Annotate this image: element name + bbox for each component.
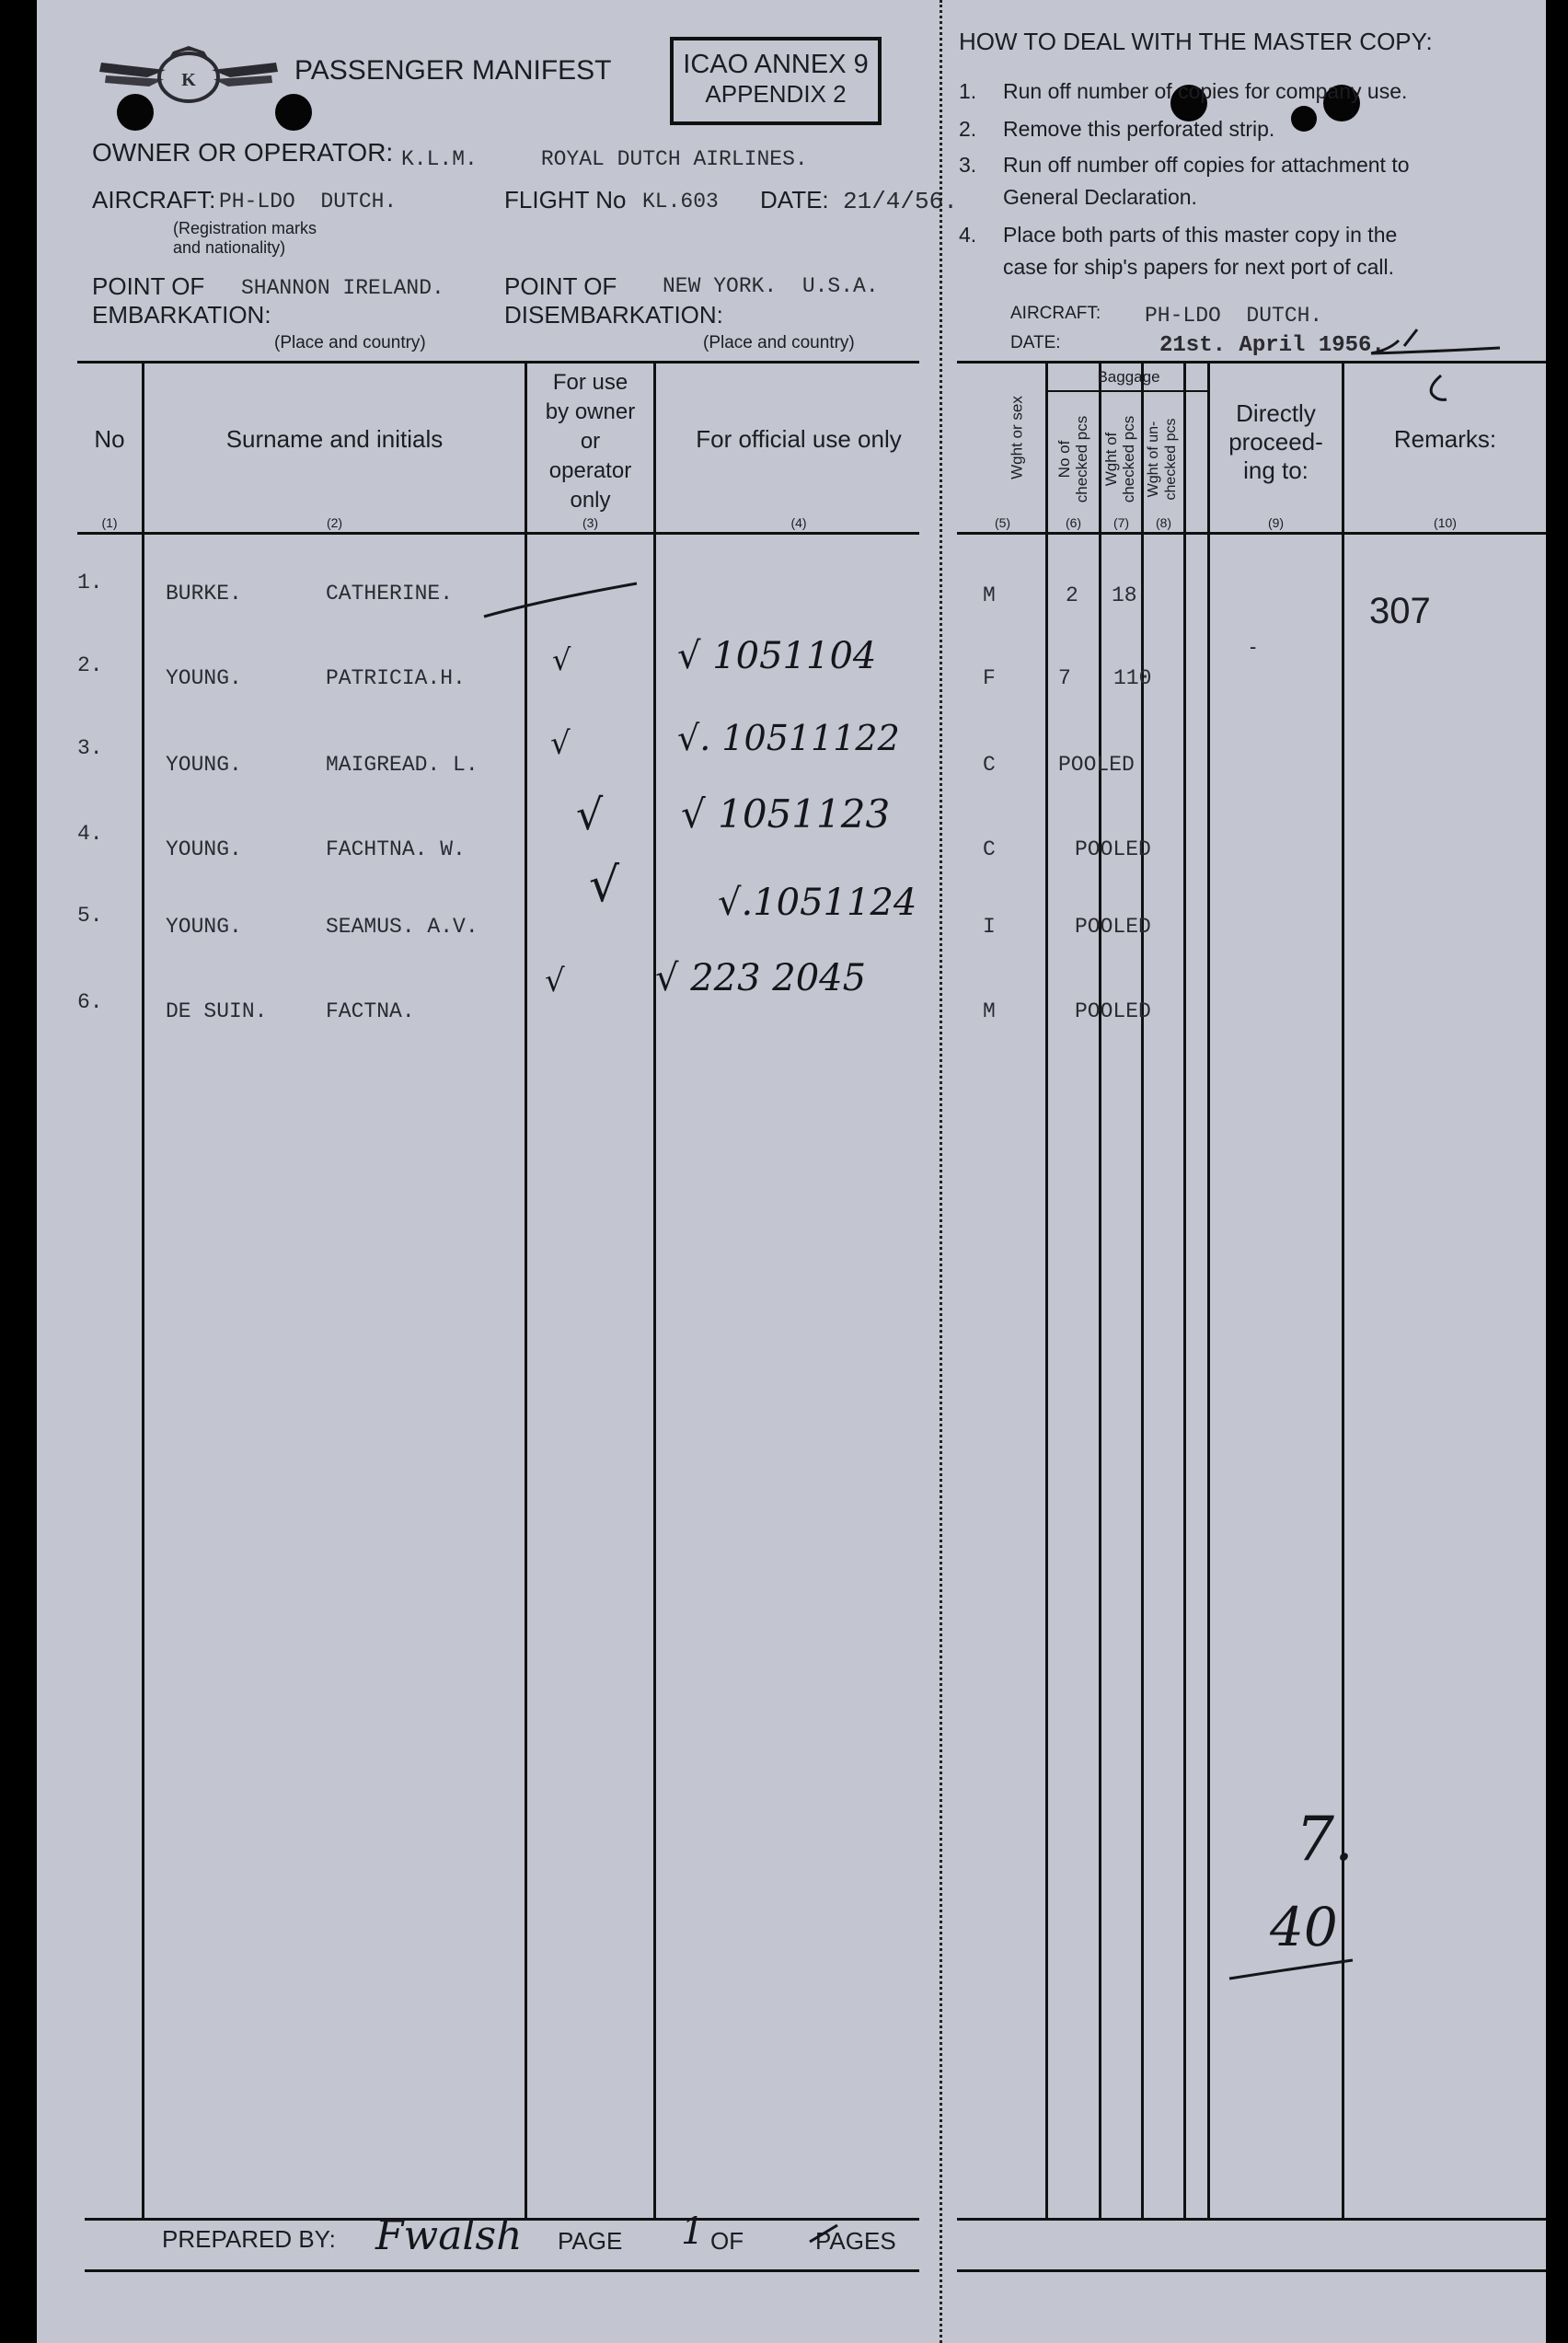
weight-checked-line-1: Wght of	[1102, 432, 1120, 487]
page-number: 1	[681, 2210, 705, 2253]
row-pieces: 2	[1066, 583, 1078, 607]
col-num: (2)	[326, 515, 343, 530]
step-number: 1.	[959, 79, 977, 103]
col-divider	[525, 361, 527, 2218]
registration-note-line-2: and nationality)	[173, 238, 286, 257]
table-top-rule-left	[77, 361, 919, 364]
owner-use-line-2: by owner	[545, 399, 636, 424]
tally-top: 7.	[1296, 1804, 1354, 1875]
row-sex: C	[983, 753, 996, 777]
owner-label: OWNER OR OPERATOR:	[92, 138, 394, 167]
row-owner-mark: √	[552, 642, 571, 677]
col-divider	[142, 361, 144, 2218]
perforation-line	[940, 0, 942, 2343]
registration-note	[173, 219, 317, 258]
aircraft-label: AIRCRAFT:	[92, 186, 216, 214]
row-number: 5.	[77, 904, 103, 928]
row-surname: DE SUIN.	[166, 999, 268, 1023]
registration-note-line-1: (Registration marks	[173, 219, 317, 237]
remarks-hand-mark	[1424, 372, 1452, 409]
row-initials: FACTNA.	[326, 999, 415, 1023]
col-header-weight-checked	[1102, 404, 1137, 514]
prepared-by-label: PREPARED BY:	[162, 2225, 336, 2253]
pages-slash	[806, 2218, 843, 2245]
disembarkation-label-2: DISEMBARKATION:	[504, 301, 723, 329]
col-header-remarks: Remarks:	[1393, 425, 1497, 453]
col-divider	[1045, 361, 1048, 2218]
owner-use-line-1: For use	[552, 370, 628, 395]
row-sex: M	[983, 583, 996, 607]
row-sex: M	[983, 999, 996, 1023]
flight-value: KL.603	[642, 190, 719, 214]
prepared-by-signature: Fwalsh	[375, 2212, 523, 2259]
icao-annex-box	[670, 37, 882, 125]
step-text: Run off number off copies for attachment to	[1003, 153, 1410, 177]
row-number: 6.	[77, 990, 103, 1014]
handwritten-stroke	[478, 576, 644, 622]
pages-label: PAGES	[815, 2227, 896, 2255]
step-text: Run off number of copies for company use.	[1003, 79, 1408, 103]
dash-mark: -	[1250, 635, 1257, 658]
owner-use-line-3: or	[580, 429, 601, 454]
row-surname: YOUNG.	[166, 666, 242, 690]
master-copy-steps	[959, 75, 1534, 283]
owner-value: K.L.M. ROYAL DUTCH AIRLINES.	[401, 147, 808, 171]
row-initials: CATHERINE.	[326, 582, 454, 606]
place-country-note-2: (Place and country)	[703, 333, 855, 352]
checked-pcs-line-2: checked pcs	[1073, 415, 1090, 503]
col-num: (7)	[1113, 515, 1130, 530]
row-weight: 18	[1112, 583, 1137, 607]
row-official: √. 10511122	[677, 718, 900, 758]
col-header-no: No	[94, 425, 125, 453]
col-header-baggage: Baggage	[1097, 368, 1160, 386]
svg-text:K: K	[181, 70, 196, 90]
col-num: (1)	[101, 515, 118, 530]
row-initials: SEAMUS. A.V.	[326, 915, 478, 939]
baggage-subrule	[1045, 390, 1209, 392]
header-bottom-rule-left	[77, 532, 919, 535]
row-number: 4.	[77, 822, 103, 846]
row-owner-mark: √	[545, 963, 565, 999]
master-step-1	[959, 75, 1534, 108]
of-label: OF	[710, 2227, 744, 2255]
row-sex: I	[983, 915, 996, 939]
row-number: 1.	[77, 571, 103, 594]
step-text: Remove this perforated strip.	[1003, 117, 1275, 141]
col-num: (9)	[1267, 515, 1285, 530]
row-sex: F	[983, 666, 996, 690]
page-label: PAGE	[558, 2227, 623, 2255]
row-weight: 110	[1113, 666, 1152, 690]
disembarkation-value: NEW YORK. U.S.A.	[663, 274, 879, 298]
row-official: √ 1051123	[681, 791, 891, 837]
col-num: (6)	[1065, 515, 1082, 530]
directly-line-2: proceed-	[1228, 428, 1323, 456]
col-divider	[1099, 361, 1101, 2218]
row-weight: POOLED	[1075, 999, 1151, 1023]
disembarkation-label-1: POINT OF	[504, 272, 617, 300]
tally-bottom: 40	[1270, 1896, 1338, 1958]
master-step-4	[959, 219, 1534, 251]
annex-line-2: APPENDIX 2	[705, 80, 847, 108]
flight-label: FLIGHT No	[504, 186, 627, 214]
row-surname: YOUNG.	[166, 837, 242, 861]
col-header-official: For official use only	[696, 425, 902, 453]
step-number: 3.	[959, 153, 977, 177]
weight-unchecked-line-2: checked pcs	[1163, 418, 1179, 501]
row-surname: YOUNG.	[166, 915, 242, 939]
master-date-label: DATE:	[1010, 333, 1061, 352]
row-official: √ 1051104	[677, 635, 877, 677]
weight-checked-line-2: checked pcs	[1120, 415, 1137, 503]
row-surname: BURKE.	[166, 582, 242, 606]
directly-line-3: ing to:	[1243, 456, 1309, 484]
col-num: (4)	[790, 515, 807, 530]
embarkation-label-1: POINT OF	[92, 272, 205, 300]
step-text-continued: General Declaration.	[1003, 185, 1197, 209]
place-country-note-1: (Place and country)	[274, 333, 426, 352]
col-divider	[1342, 361, 1344, 2218]
row-owner-mark: √	[550, 725, 571, 762]
row-number: 2.	[77, 653, 103, 677]
embarkation-label-2: EMBARKATION:	[92, 301, 271, 329]
row-owner-mark: √	[576, 790, 604, 839]
step-number: 4.	[959, 223, 977, 247]
remarks-number: 307	[1369, 591, 1431, 631]
col-divider	[1141, 361, 1144, 2218]
date-label: DATE:	[760, 186, 829, 214]
step-number: 2.	[959, 117, 977, 141]
directly-line-1: Directly	[1236, 399, 1316, 427]
master-copy-heading: HOW TO DEAL WITH THE MASTER COPY:	[959, 28, 1433, 55]
master-step-3	[959, 149, 1534, 181]
col-num: (8)	[1155, 515, 1172, 530]
master-step-2	[959, 113, 1534, 145]
row-pieces: 7	[1058, 666, 1071, 690]
aircraft-value: PH-LDO DUTCH.	[219, 190, 398, 214]
col-header-weight-sex: Wght or sex	[1008, 396, 1026, 479]
row-initials: MAIGREAD. L.	[326, 753, 478, 777]
footer-rule-right	[957, 2269, 1546, 2272]
footer-rule-left	[85, 2269, 919, 2272]
row-weight: POOLED	[1058, 753, 1135, 777]
col-divider	[1207, 361, 1210, 2218]
col-divider	[1183, 361, 1186, 2218]
col-header-surname: Surname and initials	[225, 425, 444, 453]
col-num: (3)	[582, 515, 599, 530]
col-num: (10)	[1434, 515, 1457, 530]
table-bottom-rule-right	[957, 2218, 1546, 2221]
klm-crown-logo	[92, 35, 285, 109]
step-text-continued: case for ship's papers for next port of call.	[1003, 255, 1394, 279]
col-header-checked-pcs	[1055, 404, 1090, 514]
master-date-value: 21st. April 1956.	[1159, 333, 1385, 358]
row-weight: POOLED	[1075, 915, 1151, 939]
col-header-directly	[1210, 399, 1342, 485]
tally-underline	[1224, 1951, 1362, 1988]
date-check-mark	[1362, 313, 1546, 368]
master-aircraft-label: AIRCRAFT:	[1010, 304, 1101, 323]
weight-unchecked-line-1: Wght of un-	[1146, 421, 1161, 498]
step-text: Place both parts of this master copy in the	[1003, 223, 1398, 247]
row-weight: POOLED	[1075, 837, 1151, 861]
form-title: PASSENGER MANIFEST	[294, 55, 612, 86]
row-official: √ 223 2045	[655, 957, 867, 999]
row-initials: PATRICIA.H.	[326, 666, 466, 690]
owner-use-line-4: operator	[548, 458, 632, 483]
row-official: √.1051124	[718, 882, 917, 924]
col-num: (5)	[994, 515, 1011, 530]
row-owner-mark: √	[589, 858, 620, 913]
annex-line-1: ICAO ANNEX 9	[683, 50, 869, 79]
date-value: 21/4/56.	[843, 188, 958, 215]
row-number: 3.	[77, 736, 103, 760]
col-header-owner-use	[527, 368, 653, 515]
row-initials: FACHTNA. W.	[326, 837, 466, 861]
row-surname: YOUNG.	[166, 753, 242, 777]
col-divider	[653, 361, 656, 2218]
master-aircraft-value: PH-LDO DUTCH.	[1145, 304, 1323, 328]
row-sex: C	[983, 837, 996, 861]
owner-use-line-5: only	[570, 488, 611, 513]
col-header-weight-unchecked	[1145, 404, 1180, 514]
embarkation-value: SHANNON IRELAND.	[241, 276, 444, 300]
manifest-sheet	[37, 0, 1546, 2343]
checked-pcs-line-1: No of	[1055, 440, 1073, 479]
